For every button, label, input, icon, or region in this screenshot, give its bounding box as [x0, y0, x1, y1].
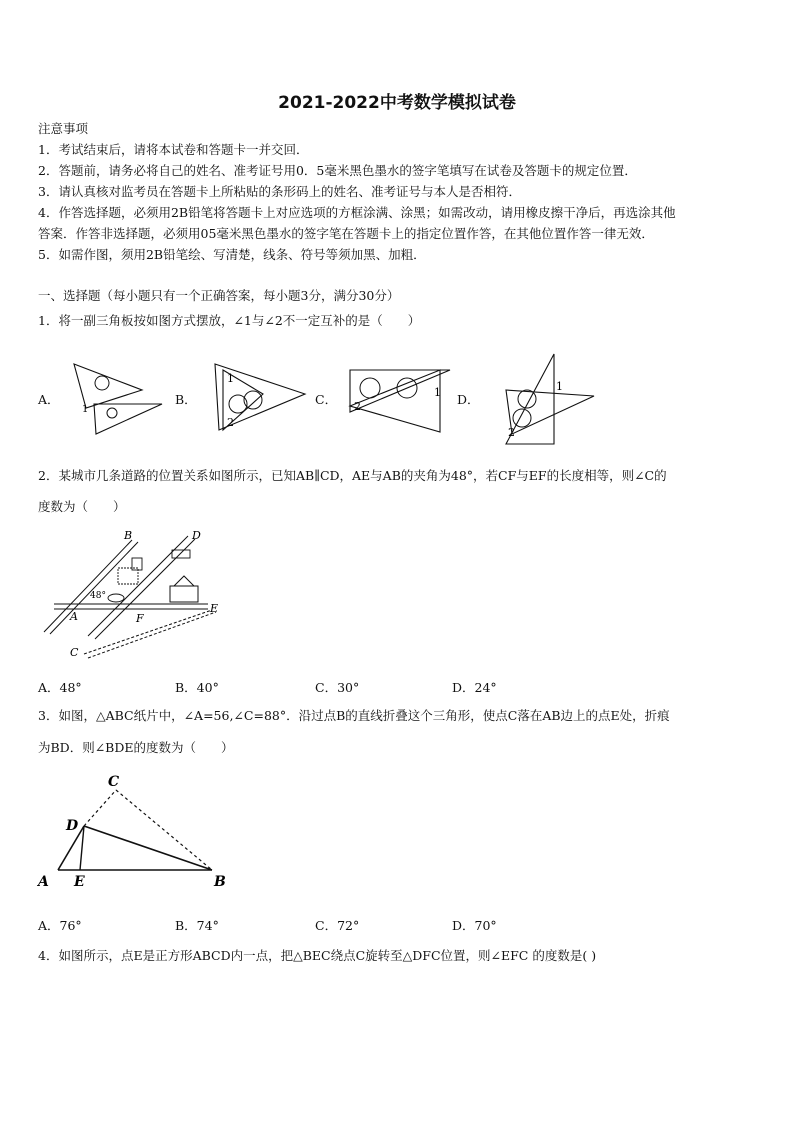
notice-item-2: 2．答题前，请务必将自己的姓名、准考证号用0．5毫米黑色墨水的签字笔填写在试卷及答题卡的规定位置． [38, 163, 637, 178]
ruler-hole [513, 409, 531, 427]
question-2-stem-cont: 度数为（ ） [38, 499, 126, 514]
road-cd-edge [95, 539, 195, 639]
notice-item-4-cont: 答案．作答非选择题，必须用05毫米黑色墨水的签字笔在答题卡上的指定位置作答，在其他位置作答一律无效． [38, 226, 654, 241]
q1-figure-a [64, 356, 174, 438]
angle-label-1: 1 [82, 404, 89, 415]
ruler-hole [244, 391, 262, 409]
angle-label-2: 2 [354, 400, 361, 413]
point-e-label: E [74, 874, 85, 890]
option-label-b: B． [175, 392, 197, 407]
point-f-label: F [136, 612, 144, 625]
vehicle-icon [172, 550, 190, 558]
angle-label-1: 1 [227, 372, 234, 385]
point-c-label: C [70, 646, 79, 659]
question-1-stem: 1．将一副三角板按如图方式摆放，∠1与∠2不一定互补的是（ ） [38, 313, 421, 328]
point-b-label: B [214, 874, 226, 890]
question-2-stem: 2．某城市几条道路的位置关系如图所示，已知AB∥CD，AE与AB的夹角为48°，若CF与EF的长度相等，则∠C的 [38, 468, 667, 483]
point-a-label: A [70, 610, 78, 623]
option-label-c: C． [315, 392, 338, 407]
triangle-ruler [506, 390, 594, 434]
angle-label-2: 2 [227, 416, 234, 429]
road-ce-edge [84, 610, 212, 654]
notice-heading: 注意事项 [38, 121, 89, 136]
notice-item-4: 4．作答选择题，必须用2B铅笔将答题卡上对应选项的方框涂满、涂黑；如需改动，请用橡皮擦干净后，再选涂其他 [38, 205, 676, 220]
ruler-hole [360, 378, 380, 398]
road-ab-edge [44, 540, 132, 632]
angle-label-1: 1 [434, 386, 441, 399]
angle-48-label: 48° [90, 591, 106, 601]
option-d: D．70° [452, 918, 497, 933]
q1-figure-c [346, 366, 466, 434]
road-ce-edge [88, 612, 216, 658]
q1-figure-b [205, 358, 325, 438]
q1-figure-d [498, 350, 608, 446]
car-icon [108, 594, 124, 602]
question-3-stem: 3．如图，△ABC纸片中，∠A=56,∠C=88°．沿过点B的直线折叠这个三角形，使点C落在AB边上的点E处，折痕 [38, 708, 670, 723]
option-c: C．72° [315, 918, 360, 933]
ruler-hole [107, 408, 117, 418]
ruler-hole [95, 376, 109, 390]
house-icon [170, 586, 198, 602]
q3-triangle-figure [36, 770, 236, 890]
option-label-a: A． [38, 392, 60, 407]
option-c: C．30° [315, 680, 360, 695]
point-d-label: D [66, 818, 79, 834]
house-roof-icon [174, 576, 194, 586]
section-heading: 一、选择题（每小题只有一个正确答案，每小题3分，满分30分） [38, 288, 400, 303]
paper-title: 2021-2022中考数学模拟试卷 [278, 93, 516, 113]
option-label-d: D． [457, 392, 480, 407]
option-a: A．76° [38, 918, 82, 933]
option-d: D．24° [452, 680, 497, 695]
point-d-label: D [192, 529, 201, 542]
angle-label-1: 1 [556, 380, 563, 393]
road-ab-edge [50, 542, 138, 634]
option-a: A．48° [38, 680, 82, 695]
point-e-label: E [210, 602, 219, 615]
question-3-stem-cont: 为BD．则∠BDE的度数为（ ） [38, 740, 234, 755]
point-b-label: B [124, 529, 133, 542]
option-b: B．40° [175, 680, 219, 695]
option-b: B．74° [175, 918, 219, 933]
point-c-label: C [108, 774, 120, 790]
notice-item-1: 1．考试结束后，请将本试卷和答题卡一并交回． [38, 142, 309, 157]
angle-label-2: 2 [508, 426, 515, 439]
segment-db [84, 826, 212, 870]
point-a-label: A [38, 874, 49, 890]
question-4-stem: 4．如图所示，点E是正方形ABCD内一点，把△BEC绕点C旋转至△DFC位置，则∠EFC 的度数是( ) [38, 948, 597, 963]
segment-dc-dashed [84, 790, 116, 826]
notice-item-3: 3．请认真核对监考员在答题卡上所粘贴的条形码上的姓名、准考证号与本人是否相符． [38, 184, 521, 199]
triangle-ruler [94, 404, 162, 434]
segment-cb-dashed [116, 790, 212, 870]
q2-road-figure [40, 528, 225, 662]
notice-item-5: 5．如需作图，须用2B铅笔绘、写清楚，线条、符号等须加黑、加粗． [38, 247, 426, 262]
